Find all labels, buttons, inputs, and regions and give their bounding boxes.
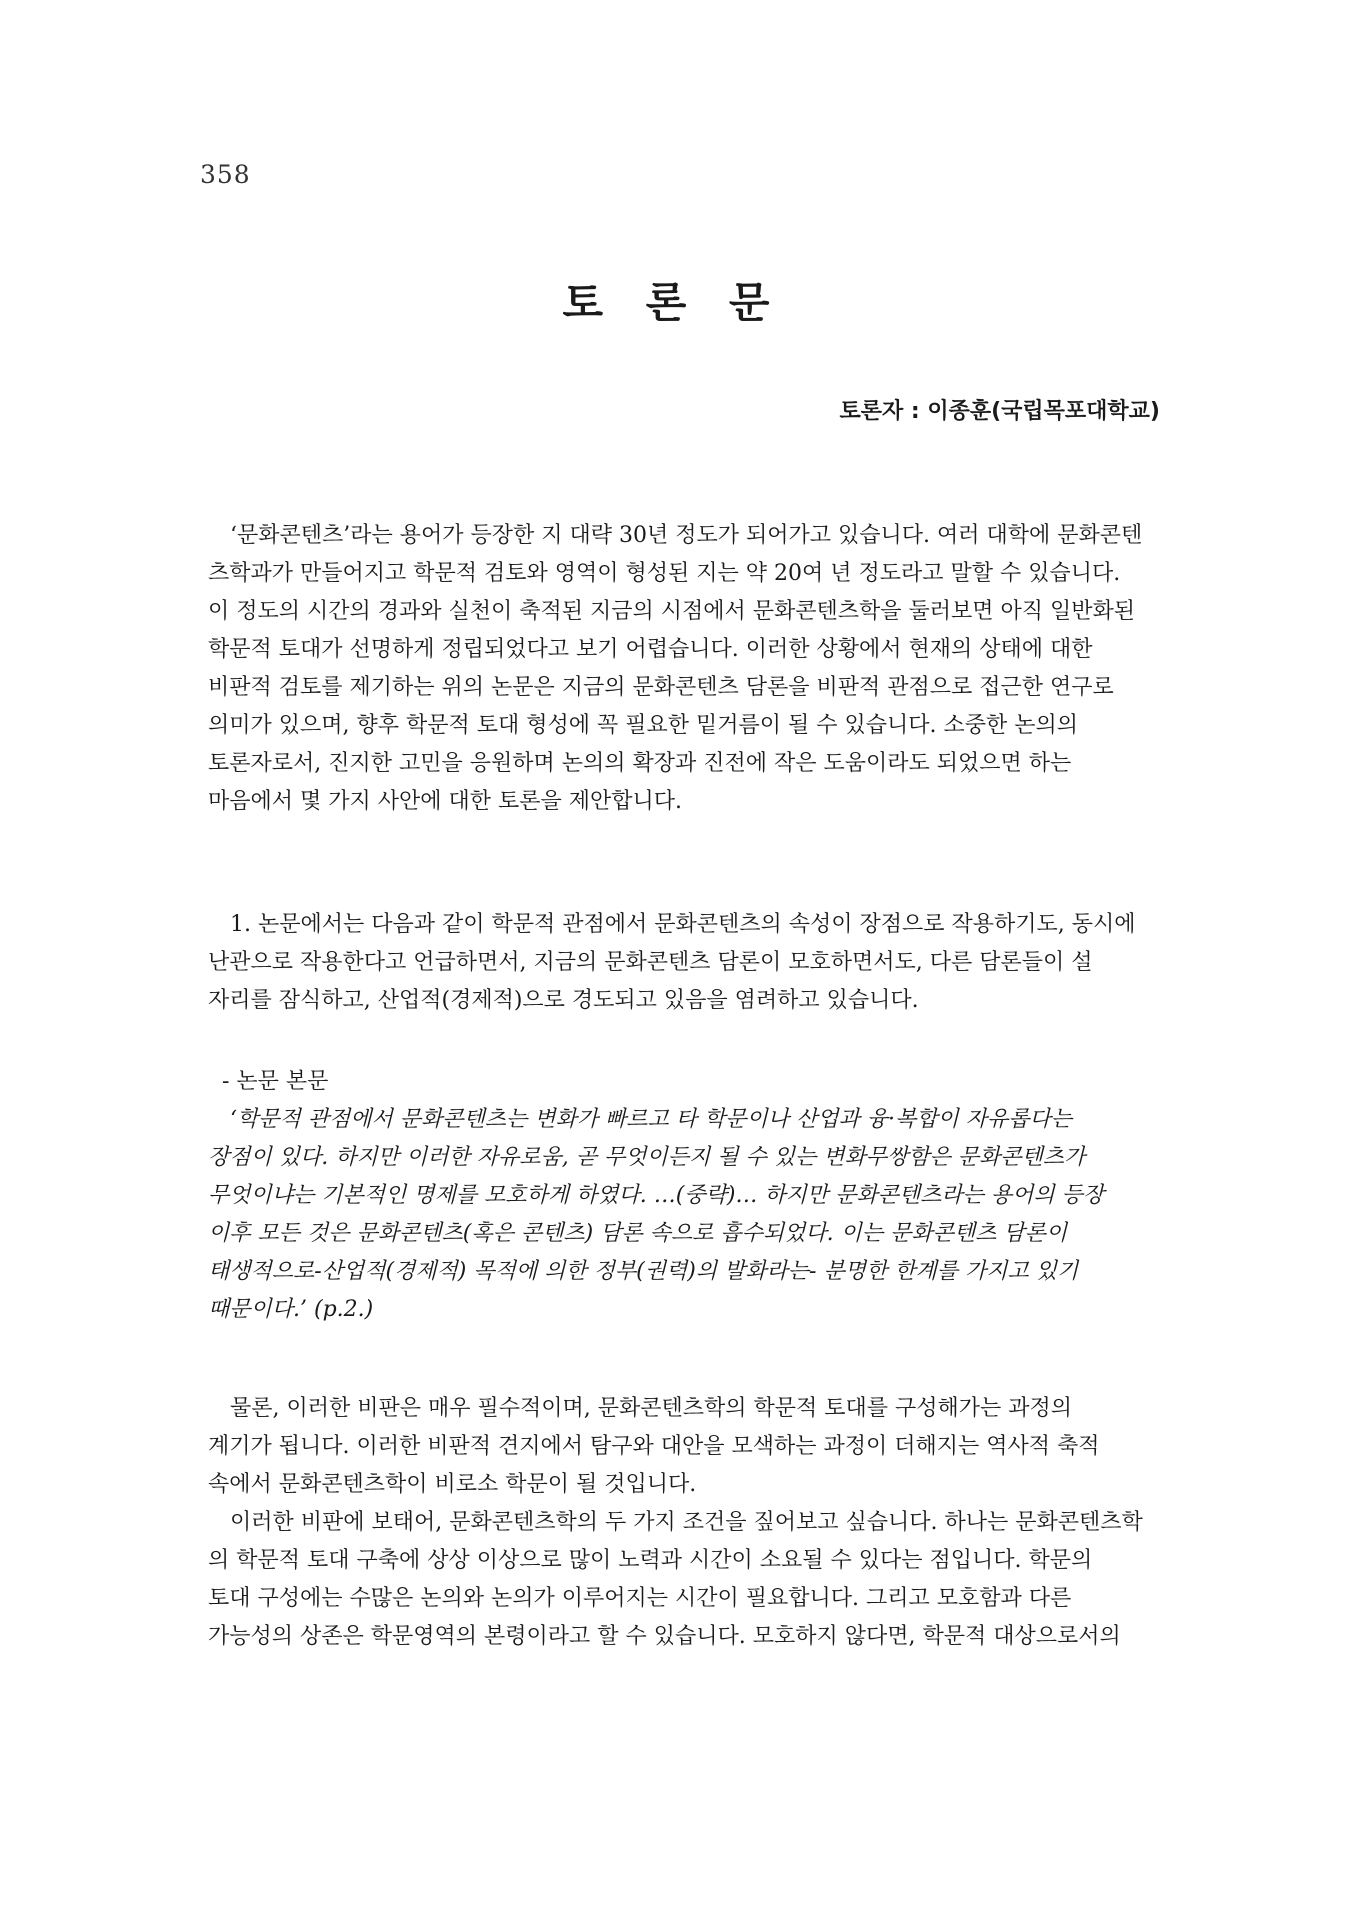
document-title: 토 론 문 [562,278,784,327]
quote-section [208,1063,1163,1329]
intro-section [208,517,1163,821]
response-paragraph-1: 물론, 이러한 비판은 매우 필수적이며, 문화콘텐츠학의 학문적 토대를 구성해가는 과정의 계기가 됩니다. 이러한 비판적 견지에서 탐구와 대안을 모색하는 과정이 더해지는 역사적 축적 속에서 문화콘텐츠학이 비로소 학문이 될 것입니다. [208,1396,1100,1497]
discussant-line: 토론자 : 이종훈(국립목포대학교) [839,399,1160,424]
page-number: 358 [200,160,251,189]
point-one-paragraph: 1. 논문에서는 다음과 같이 학문적 관점에서 문화콘텐츠의 속성이 장점으로 작용하기도, 동시에 난관으로 작용한다고 언급하면서, 지금의 문화콘텐츠 담론이 모호하면서도, 다른 담론들이 설 자리를 잠식하고, 산업적(경제적)으로 경도되고 있음을 염려하고 있습니다. [208,912,1136,1013]
point-one-section [208,906,1163,1020]
response-paragraph-2: 이러한 비판에 보태어, 문화콘텐츠학의 두 가지 조건을 짚어보고 싶습니다. 하나는 문화콘텐츠학 의 학문적 토대 구축에 상상 이상으로 많이 노력과 시간이 소요될 수 있다는 점입니다. 학문의 토대 구성에는 수많은 논의와 논의가 이루어지는 시간이 필요합니다. 그리고 모호함과 다른 가능성의 상존은 학문영역의 본령이라고 할 수 있습니다. 모호하지 않다면, 학문적 대상으로서의 [208,1510,1143,1649]
response-section [208,1390,1163,1656]
intro-paragraph: ‘문화콘텐츠’라는 용어가 등장한 지 대략 30년 정도가 되어가고 있습니다. 여러 대학에 문화콘텐 츠학과가 만들어지고 학문적 검토와 영역이 형성된 지는 약 20여 년 정도라고 말할 수 있습니다. 이 정도의 시간의 경과와 실천이 축적된 지금의 시점에서 문화콘텐츠학을 둘러보면 아직 일반화된 학문적 토대가 선명하게 정립되었다고 보기 어렵습니다. 이러한 상황에서 현재의 상태에 대한 비판적 검토를 제기하는 위의 논문은 지금의 문화콘텐츠 담론을 비판적 관점으로 접근한 연구로 의미가 있으며, 향후 학문적 토대 형성에 꼭 필요한 밑거름이 될 수 있습니다. 소중한 논의의 토론자로서, 진지한 고민을 응원하며 논의의 확장과 진전에 작은 도움이라도 되었으면 하는 마음에서 몇 가지 사안에 대한 토론을 제안합니다. [208,523,1143,814]
quoted-passage: ‘학문적 관점에서 문화콘텐츠는 변화가 빠르고 타 학문이나 산업과 융·복합이 자유롭다는 장점이 있다. 하지만 이러한 자유로움, 곧 무엇이든지 될 수 있는 변화무쌍함은 문화콘텐츠가 무엇이냐는 기본적인 명제를 모호하게 하였다. …(중략)… 하지만 문화콘텐츠라는 용어의 등장 이후 모든 것은 문화콘텐츠(혹은 콘텐츠) 담론 속으로 흡수되었다. 이는 문화콘텐츠 담론이 태생적으로-산업적(경제적) 목적에 의한 정부(권력)의 발화라는- 분명한 한계를 가지고 있기 때문이다.’ (p.2.) [208,1107,1105,1322]
quote-heading: - 논문 본문 [222,1069,329,1094]
